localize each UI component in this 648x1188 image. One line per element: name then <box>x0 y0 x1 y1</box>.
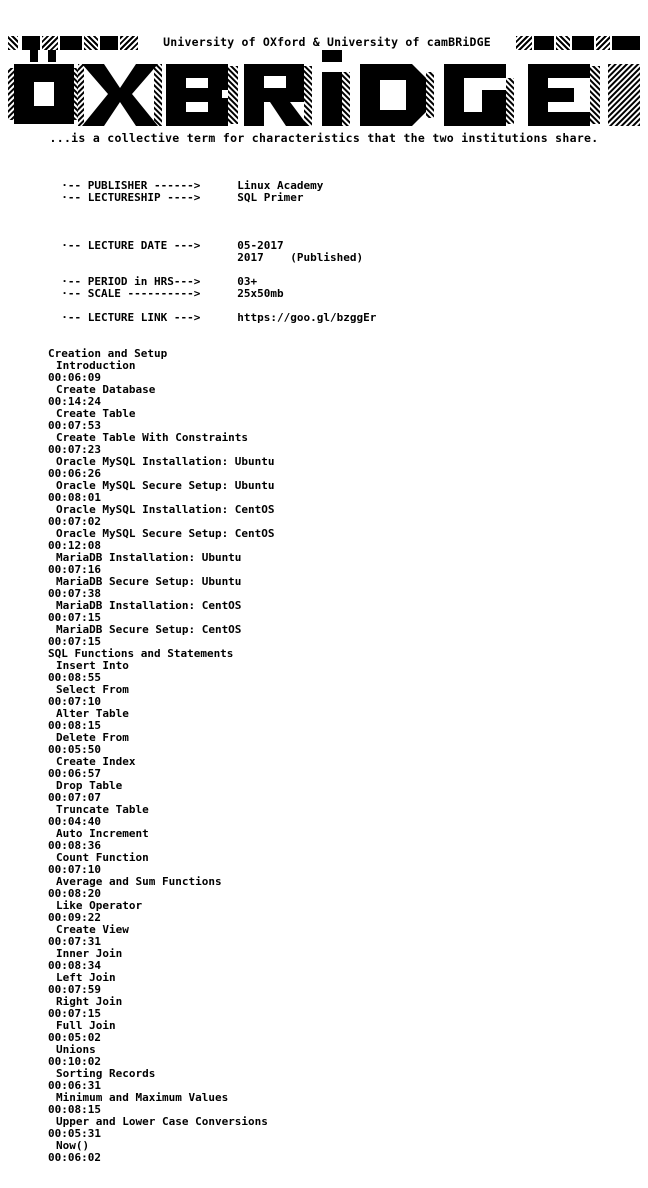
lecture-title: Introduction <box>56 359 136 372</box>
lecture-title: Create Table <box>56 407 136 420</box>
lecture-title: Like Operator <box>56 899 143 912</box>
lecture-duration: 00:08:01 <box>48 491 101 504</box>
meta-value: 05-2017 <box>237 239 284 252</box>
meta-key: ·-- SCALE ----------> <box>61 287 201 300</box>
lecture-title: Right Join <box>56 995 123 1008</box>
lecture-duration: 00:07:15 <box>48 635 101 648</box>
lecture-title: Drop Table <box>56 779 123 792</box>
lecture-title: MariaDB Secure Setup: CentOS <box>56 623 242 636</box>
lecture-duration: 00:05:31 <box>48 1127 101 1140</box>
lecture-title: Count Function <box>56 851 149 864</box>
lecture-title: Create Table With Constraints <box>56 431 249 444</box>
lecture-duration: 00:07:15 <box>48 1007 101 1020</box>
meta-lectureship <box>48 180 303 204</box>
lecture-duration: 00:06:31 <box>48 1079 101 1092</box>
lecture-duration: 00:06:57 <box>48 767 101 780</box>
lecture-title: Auto Increment <box>56 827 149 840</box>
ascii-banner <box>0 34 648 146</box>
meta-key: ·-- PUBLISHER ------> <box>61 179 201 192</box>
lecture-duration: 00:07:10 <box>48 863 101 876</box>
lecture-title: Minimum and Maximum Values <box>56 1091 229 1104</box>
lecture-duration: 00:09:22 <box>48 911 101 924</box>
lecture-title: Unions <box>56 1043 96 1056</box>
meta-key: ·-- LECTURESHIP ----> <box>61 191 201 204</box>
meta-key: ·-- PERIOD in HRS---> <box>61 275 201 288</box>
meta-key: ·-- LECTURE LINK ---> <box>61 311 201 324</box>
banner-tagline: ...is a collective term for characteristics that the two institutions share. <box>49 131 599 145</box>
lecture-duration: 00:07:53 <box>48 419 101 432</box>
meta-value: 03+ <box>237 275 258 288</box>
section-heading: SQL Functions and Statements <box>48 647 234 660</box>
meta-value: Linux Academy <box>237 179 324 192</box>
section-heading: Creation and Setup <box>48 347 168 360</box>
lecture-duration: 00:05:50 <box>48 743 101 756</box>
lecture-title: Sorting Records <box>56 1067 156 1080</box>
meta-value: SQL Primer <box>237 191 304 204</box>
lecture-title: MariaDB Installation: Ubuntu <box>56 551 242 564</box>
lecture-duration: 00:08:55 <box>48 671 101 684</box>
lecture-title: Now() <box>56 1139 90 1152</box>
lecture-duration: 00:08:15 <box>48 719 101 732</box>
lecture-title: Truncate Table <box>56 803 149 816</box>
lecture-title: Oracle MySQL Secure Setup: Ubuntu <box>56 479 275 492</box>
lecture-duration: 00:07:10 <box>48 695 101 708</box>
lecture-title: Alter Table <box>56 707 129 720</box>
lecture-title: MariaDB Installation: CentOS <box>56 599 242 612</box>
lecture-title: Average and Sum Functions <box>56 875 222 888</box>
lecture-duration: 00:04:40 <box>48 815 101 828</box>
lecture-duration: 00:06:26 <box>48 467 101 480</box>
table-of-contents <box>48 348 275 1164</box>
meta-lecture-link <box>48 300 376 324</box>
lecture-duration: 00:08:36 <box>48 839 101 852</box>
lecture-duration: 00:05:02 <box>48 1031 101 1044</box>
meta-key: ·-- LECTURE DATE ---> <box>61 239 201 252</box>
meta-value: 25x50mb <box>237 287 284 300</box>
banner-title: University of OXford & University of camBRiDGE <box>163 35 491 49</box>
lecture-title: Full Join <box>56 1019 116 1032</box>
meta-published <box>48 240 363 264</box>
lecture-title: Oracle MySQL Installation: Ubuntu <box>56 455 275 468</box>
lecture-duration: 00:08:20 <box>48 887 101 900</box>
lecture-duration: 00:08:15 <box>48 1103 101 1116</box>
lecture-title: MariaDB Secure Setup: Ubuntu <box>56 575 242 588</box>
lecture-title: Inner Join <box>56 947 123 960</box>
lecture-title: Left Join <box>56 971 116 984</box>
lecture-title: Insert Into <box>56 659 129 672</box>
meta-scale <box>48 276 284 300</box>
lecture-title: Upper and Lower Case Conversions <box>56 1115 268 1128</box>
lecture-duration: 00:07:16 <box>48 563 101 576</box>
lecture-title: Create Index <box>56 755 136 768</box>
lecture-duration: 00:10:02 <box>48 1055 101 1068</box>
lecture-title: Select From <box>56 683 129 696</box>
lecture-duration: 00:07:07 <box>48 791 101 804</box>
lecture-title: Oracle MySQL Secure Setup: CentOS <box>56 527 275 540</box>
lecture-duration: 00:07:59 <box>48 983 101 996</box>
lecture-duration: 00:07:38 <box>48 587 101 600</box>
lecture-duration: 00:06:09 <box>48 371 101 384</box>
oxbridge-logo <box>8 48 640 132</box>
lecture-duration: 00:07:31 <box>48 935 101 948</box>
lecture-duration: 00:06:02 <box>48 1151 101 1164</box>
lecture-title: Create Database <box>56 383 156 396</box>
lecture-title: Oracle MySQL Installation: CentOS <box>56 503 275 516</box>
lecture-title: Delete From <box>56 731 129 744</box>
meta-value: https://goo.gl/bzggEr <box>237 311 377 324</box>
lecture-duration: 00:14:24 <box>48 395 101 408</box>
lecture-duration: 00:07:02 <box>48 515 101 528</box>
lecture-duration: 00:07:23 <box>48 443 101 456</box>
meta-value: 2017 (Published) <box>237 251 364 264</box>
lecture-duration: 00:07:15 <box>48 611 101 624</box>
lecture-duration: 00:12:08 <box>48 539 101 552</box>
lecture-title: Create View <box>56 923 129 936</box>
lecture-duration: 00:08:34 <box>48 959 101 972</box>
